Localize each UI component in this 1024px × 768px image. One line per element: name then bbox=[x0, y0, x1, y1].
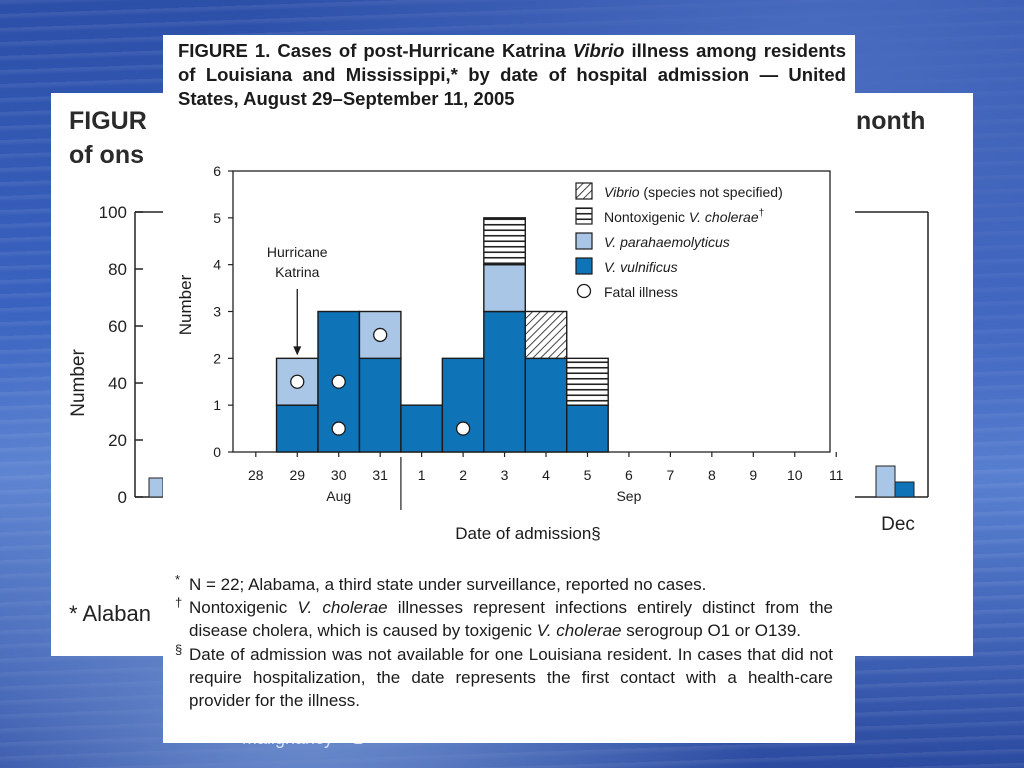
back-y-ticks bbox=[99, 203, 143, 507]
legend-label: Fatal illness bbox=[604, 284, 678, 300]
x-axis bbox=[248, 452, 844, 510]
x-tick-label: 2 bbox=[459, 467, 467, 483]
month-label: Sep bbox=[616, 488, 642, 504]
back-y-tick-label: 20 bbox=[108, 431, 127, 450]
legend-swatch bbox=[576, 258, 592, 274]
x-tick-label: 5 bbox=[583, 467, 592, 483]
x-tick-label: 9 bbox=[749, 467, 758, 483]
y-tick-label: 4 bbox=[213, 256, 221, 273]
y-tick-label: 0 bbox=[213, 444, 221, 460]
fatal-illness-marker bbox=[332, 422, 345, 435]
month-label: Aug bbox=[326, 488, 352, 504]
legend-label: Nontoxigenic V. cholerae† bbox=[604, 208, 765, 225]
x-tick-label: 28 bbox=[248, 467, 264, 483]
legend-swatch bbox=[576, 208, 592, 224]
back-figure-title-left: FIGUR bbox=[69, 107, 147, 135]
back-x-tick-dec: Dec bbox=[881, 514, 915, 535]
back-y-tick-label: 80 bbox=[108, 260, 127, 279]
bar-segment bbox=[525, 358, 566, 452]
back-y-tick-label: 0 bbox=[117, 488, 127, 507]
back-y-tick-label: 100 bbox=[98, 203, 127, 222]
y-tick-label: 3 bbox=[213, 303, 221, 320]
footnote-1 bbox=[175, 573, 833, 596]
bar-segment bbox=[484, 312, 525, 453]
back-y-tick-label: 40 bbox=[108, 374, 127, 393]
figure-title-italic: Vibrio bbox=[572, 40, 625, 61]
back-bar bbox=[149, 478, 163, 497]
y-tick-label: 2 bbox=[213, 350, 221, 367]
vibrio-cases-chart bbox=[163, 35, 855, 565]
annotation-line1: Hurricane bbox=[266, 244, 328, 260]
footnote-text: Nontoxigenic V. cholerae illnesses represent infections entirely distinct from the disease cholera, which is caused by toxigenic V. cholerae serogroup O1 or O139. bbox=[189, 598, 833, 641]
y-tick-label: 1 bbox=[213, 397, 221, 414]
back-y-tick-label: 60 bbox=[108, 317, 127, 336]
footnote-mark: § bbox=[175, 641, 183, 657]
legend-swatch bbox=[576, 233, 592, 249]
y-tick-label: 5 bbox=[213, 209, 221, 226]
figure-title-text-a: Cases of post-Hurricane Katrina bbox=[277, 40, 573, 61]
footnote-2 bbox=[175, 596, 833, 642]
x-tick-label: 11 bbox=[828, 467, 844, 483]
legend bbox=[576, 183, 783, 300]
footnote-text: N = 22; Alabama, a third state under surveillance, reported no cases. bbox=[189, 575, 707, 594]
bar-segment bbox=[484, 218, 525, 265]
back-bar bbox=[876, 466, 895, 497]
fatal-illness-marker bbox=[332, 375, 345, 388]
legend-label: V. vulnificus bbox=[604, 259, 678, 275]
bar-segment bbox=[525, 312, 566, 359]
x-tick-label: 30 bbox=[330, 467, 347, 483]
x-axis-label: Date of admission§ bbox=[455, 524, 601, 543]
fatal-illness-marker bbox=[457, 422, 470, 435]
x-tick-label: 10 bbox=[786, 467, 803, 483]
x-tick-label: 6 bbox=[625, 467, 633, 483]
figure-label: FIGURE 1. bbox=[178, 40, 271, 61]
back-figure-title-line2: of ons bbox=[69, 141, 144, 169]
fatal-illness-marker bbox=[374, 328, 387, 341]
x-tick-label: 7 bbox=[666, 467, 675, 483]
figure-title-text-b: illness among residents of Louisiana and Mississippi,* by date of hospital admission — United States, August 29–September 11, 2005 bbox=[178, 40, 847, 109]
bar-segment bbox=[567, 405, 608, 452]
footnote-mark: * bbox=[175, 572, 181, 587]
x-tick-label: 4 bbox=[542, 467, 550, 483]
figure-panel bbox=[163, 35, 855, 743]
back-y-axis-label: Number bbox=[68, 349, 89, 417]
x-tick-label: 3 bbox=[500, 467, 509, 483]
annotation-line2: Katrina bbox=[275, 264, 320, 280]
fatal-illness-marker bbox=[291, 375, 304, 388]
back-figure-title-right: nonth bbox=[856, 107, 926, 135]
back-bar bbox=[895, 482, 914, 497]
bar-segment bbox=[484, 265, 525, 312]
legend-swatch bbox=[576, 183, 592, 199]
x-tick-label: 1 bbox=[417, 467, 426, 483]
bar-segment bbox=[359, 358, 400, 452]
footnote-3 bbox=[175, 643, 833, 713]
bar-segment bbox=[442, 358, 483, 452]
legend-label: Vibrio (species not specified) bbox=[604, 184, 783, 200]
footnote-mark: † bbox=[175, 595, 183, 611]
footnotes bbox=[175, 573, 833, 712]
x-tick-label: 31 bbox=[372, 467, 388, 483]
bar-segment bbox=[567, 358, 608, 405]
footnote-text: Date of admission was not available for one Louisiana resident. In cases that did not require hospitalization, the date represents the first contact with a health-care provider for the illness. bbox=[189, 644, 833, 711]
y-axis-label: Number bbox=[176, 274, 195, 336]
x-tick-label: 8 bbox=[707, 467, 716, 483]
x-tick-label: 29 bbox=[289, 467, 306, 483]
bar-segment bbox=[401, 405, 442, 452]
legend-swatch bbox=[578, 285, 591, 298]
bar-segment bbox=[277, 405, 318, 452]
back-footnote: * Alaban bbox=[69, 601, 151, 626]
legend-label: V. parahaemolyticus bbox=[604, 234, 730, 250]
y-tick-label: 6 bbox=[213, 163, 221, 179]
